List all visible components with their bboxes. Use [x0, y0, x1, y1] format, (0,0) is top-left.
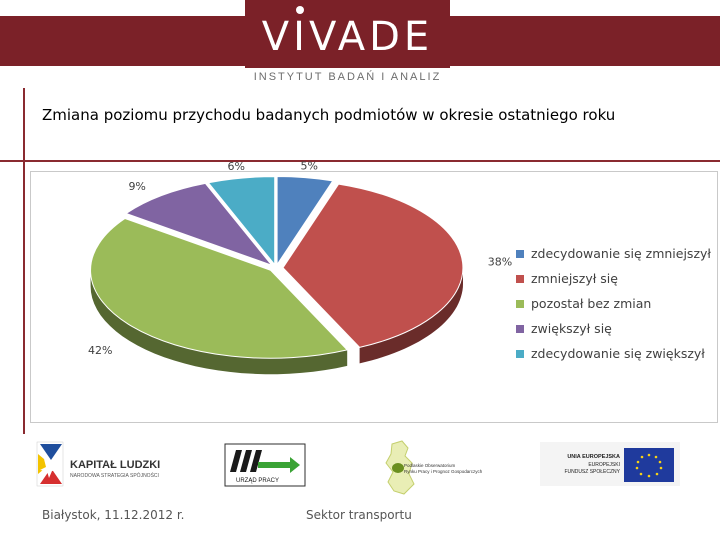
pie-data-label-2: 38%: [487, 255, 513, 269]
legend-label: zdecydowanie się zmniejszył: [531, 246, 711, 261]
place-date: Białystok, 11.12.2012 r.: [42, 508, 185, 522]
sector-label: Sektor transportu: [306, 508, 412, 522]
podlaskie-obserwatorium-logo: [386, 441, 483, 494]
legend-label: zdecydowanie się zwiększył: [531, 346, 705, 361]
legend-item-3: [516, 291, 716, 316]
logo2-label: URZĄD PRACY: [236, 478, 280, 484]
ue-efs-logo: [540, 442, 680, 486]
kapital-ludzki-logo: [37, 442, 160, 486]
vertical-divider: [23, 88, 25, 434]
brand-subtitle: INSTYTUT BADAŃ I ANALIZ: [253, 71, 442, 83]
logo4-line2: EUROPEJSKI: [588, 462, 620, 468]
pie-data-label-4: 9%: [128, 180, 146, 193]
footer-logos: [0, 436, 720, 496]
legend-item-1: [516, 241, 716, 266]
legend-swatch: [516, 250, 524, 258]
logo4-line1: UNIA EUROPEJSKA: [567, 454, 620, 460]
legend-swatch: [516, 275, 524, 283]
pie-data-label-5: 6%: [227, 160, 245, 173]
legend-item-4: [516, 316, 716, 341]
slide-title: Zmiana poziomu przychodu badanych podmiotów w okresie ostatniego roku: [42, 106, 616, 124]
pie-data-label-3: 42%: [88, 344, 113, 358]
vivade-logo: [245, 0, 450, 68]
chart-legend: [516, 241, 716, 366]
legend-swatch: [516, 325, 524, 333]
legend-swatch: [516, 300, 524, 308]
logo3-line1: Podlaskie Obserwatorium: [404, 463, 456, 468]
urzad-pracy-logo: [225, 444, 305, 486]
horizontal-divider: [0, 160, 720, 162]
pie-data-label-1: 5%: [300, 159, 318, 173]
logo1-subtitle: NARODOWA STRATEGIA SPÓJNOŚCI: [70, 473, 159, 479]
legend-label: zmniejszył się: [531, 271, 618, 286]
brand-name: VIVADE: [261, 14, 434, 60]
logo-dot-icon: [296, 6, 304, 14]
logo4-line3: FUNDUSZ SPOŁECZNY: [564, 469, 620, 475]
legend-label: pozostał bez zmian: [531, 296, 652, 311]
legend-label: zwiększył się: [531, 321, 612, 336]
legend-item-5: [516, 341, 716, 366]
logo3-line2: Rynku Pracy i Prognoz Gospodarczych: [404, 469, 483, 474]
logo1-title: KAPITAŁ LUDZKI: [70, 459, 161, 471]
legend-swatch: [516, 350, 524, 358]
legend-item-2: [516, 266, 716, 291]
